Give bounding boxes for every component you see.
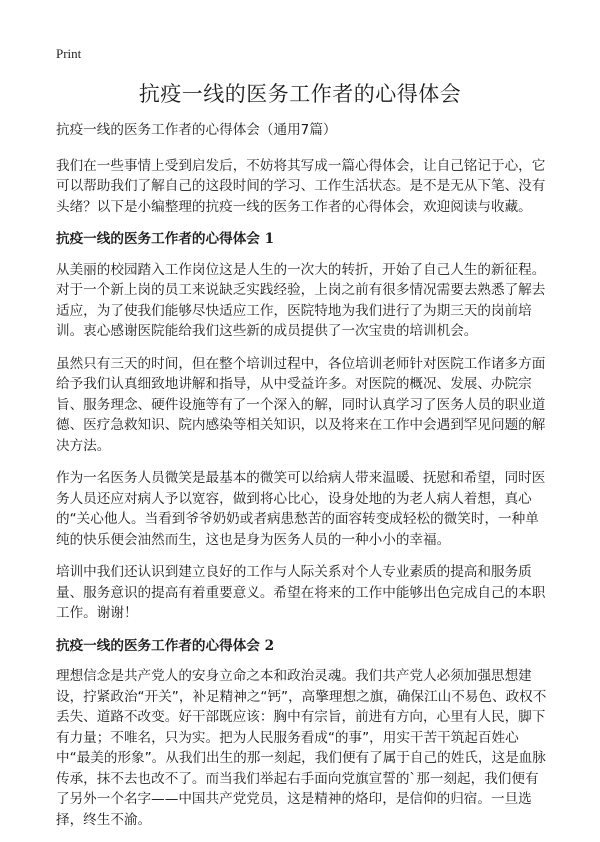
document-subtitle: 抗疫一线的医务工作者的心得体会（通用7篇）	[56, 122, 337, 138]
section-paragraph: 虽然只有三天的时间，但在整个培训过程中，各位培训老师针对医院工作诸多方面给予我们认真细致地讲解和指导，从中受益许多。对医院的概况、发展、办院宗旨、服务理念、硬件设施等有了一个深入的解，同时认真学习了医务人员的职业道德、医疗急救知识、院内感染等相关知识，以及将来在工作中会遇到罕见问题的解决方法。	[56, 355, 546, 454]
page-title: 抗疫一线的医务工作者的心得体会	[138, 82, 462, 106]
print-link[interactable]: Print	[56, 46, 82, 61]
section-paragraph: 理想信念是共产党人的安身立命之本和政治灵魂。我们共产党人必须加强思想建设，拧紧政治“开关”，补足精神之“钙”，高擎理想之旗，确保江山不易色、政权不丢失、道路不改变。好干部既应该：胸中有宗旨，前进有方向，心里有人民，脚下有力量；不唯名，只为实。把为人民服务看成“的事”，用实干苦干筑起百姓心中“最美的形象”。从我们出生的那一刻起，我们便有了属于自己的姓氏，这是血脉传承，抹不去也改不了。而当我们举起右手面向党旗宣誓的`那一刻起，我们便有了另外一个名字——中国共产党党员，这是精神的烙印，是信仰的归宿。一旦选择，终生不渝。	[56, 668, 547, 828]
section-heading: 抗疫一线的医务工作者的心得体会 2	[56, 637, 275, 654]
document-body	[56, 120, 552, 842]
section-paragraph: 从美丽的校园踏入工作岗位这是人生的一次大的转折，开始了自己人生的新征程。对于一个新上岗的员工来说缺乏实践经验，上岗之前有很多情况需要去熟悉了解去适应，为了使我们能够尽快适应工作，医院特地为我们进行了为期三天的岗前培训。衷心感谢医院能给我们这些新的成员提供了一次宝贵的培训机会。	[56, 261, 546, 339]
section-paragraph: 培训中我们还认识到建立良好的工作与人际关系对个人专业素质的提高和服务质量、服务意识的提高有着重要意义。希望在将来的工作中能够出色完成自己的本职工作。谢谢！	[56, 564, 546, 621]
section-paragraph: 作为一名医务人员微笑是最基本的微笑可以给病人带来温暖、抚慰和希望，同时医务人员还应对病人予以宽容，做到将心比心，设身处地的为老人病人着想，真心的“关心他人。当看到爷爷奶奶或者病患愁苦的面容转变成轻松的微笑时，一种单纯的快乐便会油然而生，这也是身为医务人员的一种小小的幸福。	[56, 470, 546, 548]
section-heading: 抗疫一线的医务工作者的心得体会 1	[56, 231, 275, 247]
intro-paragraph: 我们在一些事情上受到启发后，不妨将其写成一篇心得体会，让自己铭记于心，它可以帮助我们了解自己的这段时间的学习、工作生活状态。是不是无从下笔、没有头绪？以下是小编整理的抗疫一线的医务工作者的心得体会，欢迎阅读与收藏。	[56, 157, 546, 215]
